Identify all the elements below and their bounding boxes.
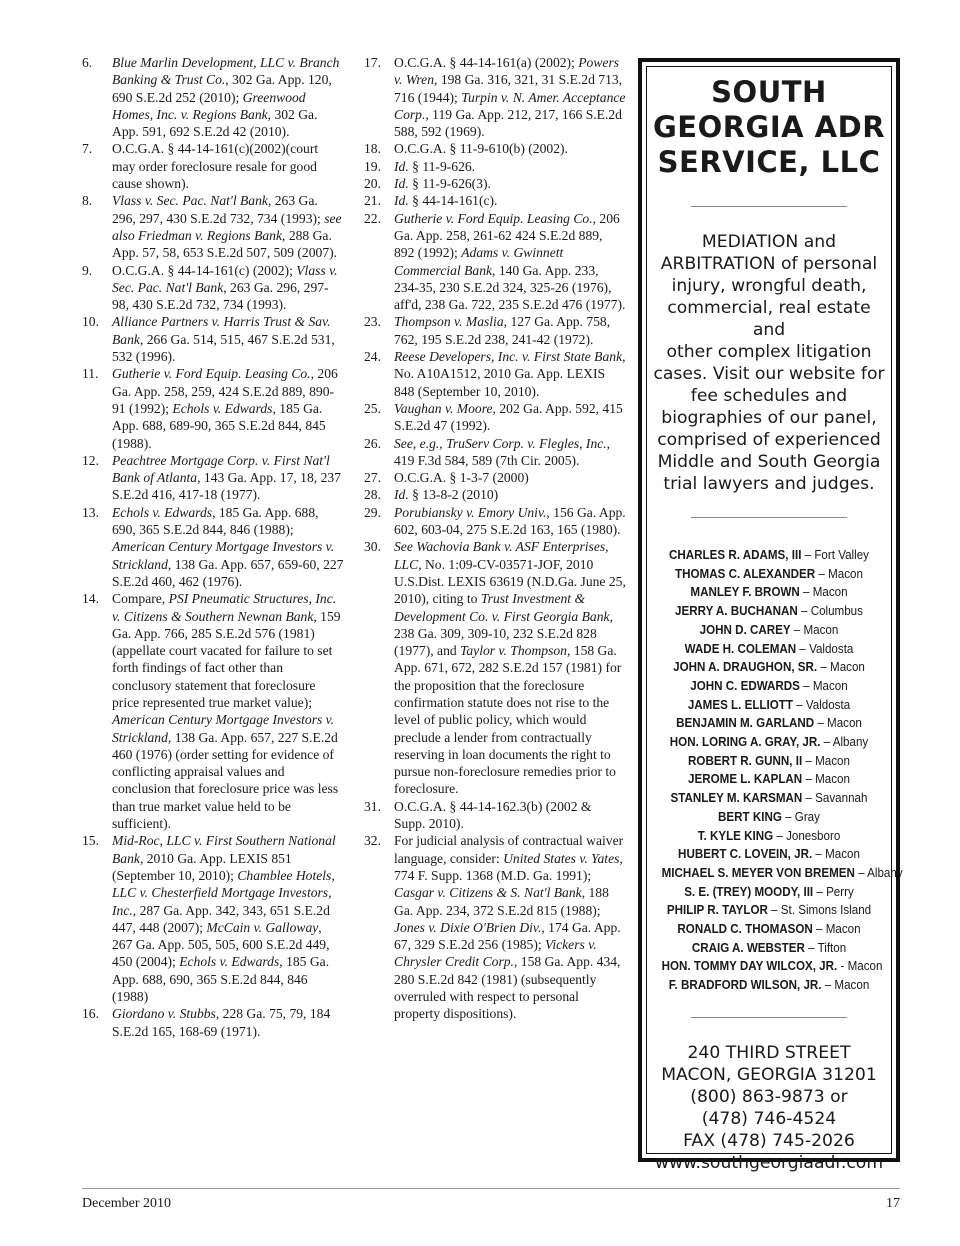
member-separator: – (773, 827, 787, 843)
footnote-number: 26. (364, 435, 381, 451)
case-citation: United States v. Yates (503, 850, 620, 866)
case-citation: Vlass v. Sec. Pac. Nat'l Bank (112, 193, 268, 209)
footnote-segment: , No. 1:09-CV-03571-JOF, 2010 U.S.Dist. LEXIS 63619 (N.D.Ga. June 25, 2010), citing to (394, 556, 626, 607)
footnote-number: 32. (364, 833, 381, 849)
footnote-segment: , 138 Ga. App. 657, 659-60, 227 S.E.2d 460, 462 (1976). (112, 556, 344, 589)
footnote-segment: , 127 Ga. App. 758, 762, 195 S.E.2d 238, 241-42 (1972). (394, 314, 611, 347)
footnote-text (394, 832, 626, 1022)
footnote-segment: For judicial analysis of contractual waiver language, consider: (394, 833, 624, 866)
case-citation: McCain v. Galloway (206, 919, 319, 935)
member-separator: – (797, 603, 811, 619)
footnote-segment: , 202 Ga. App. 592, 415 S.E.2d 47 (1992). (394, 400, 623, 434)
member-name: HUBERT C. LOVEIN, JR. (678, 846, 813, 862)
footnote-text (394, 175, 626, 192)
case-citation: Echols v. Edwards (179, 954, 280, 970)
ad-description-line: commercial, real estate and (667, 298, 871, 340)
ad-contact (647, 1042, 891, 1174)
panel-member (662, 883, 877, 902)
member-separator: – (802, 790, 816, 806)
footnote-text (112, 590, 344, 832)
advertisement-inner-border (646, 66, 903, 1173)
footnote-segment: , 302 Ga. App. 120, 690 S.E.2d 252 (2010); (112, 72, 332, 105)
panel-member (662, 752, 877, 771)
case-citation: Id. (394, 158, 409, 174)
panel-member (662, 621, 877, 640)
member-name: JOHN A. DRAUGHON, SR. (673, 659, 818, 675)
member-city: Columbus (810, 603, 863, 619)
footnote-number: 20. (364, 176, 381, 192)
case-citation: Thompson v. Maslia (394, 314, 504, 330)
footnote-number: 21. (364, 193, 381, 209)
member-city: Macon (812, 677, 848, 693)
footnote (82, 452, 344, 504)
case-citation: Vickers v. Chrysler Credit Corp. (394, 937, 597, 970)
panel-member (662, 976, 877, 995)
contact-address: 240 THIRD STREET (687, 1042, 851, 1063)
footnote-segment: , 188 Ga. App. 234, 372 S.E.2d 815 (1988); (394, 885, 609, 918)
case-citation: Gutherie v. Ford Equip. Leasing Co. (112, 366, 311, 382)
footnote (82, 262, 344, 314)
case-citation: Gutherie v. Ford Equip. Leasing Co. (394, 210, 593, 226)
ad-description-line: ARBITRATION of personal (660, 254, 878, 274)
ad-title (647, 75, 891, 180)
footnote-segment: , 140 Ga. App. 233, 234-35, 230 S.E.2d 324, 325-26 (1976), aff'd, 238 Ga. 722, 235 S.E.2d 476 (1977). (394, 262, 626, 313)
member-name: BENJAMIN M. GARLAND (676, 715, 815, 731)
footnote-text (112, 140, 344, 192)
member-city: Savannah (815, 790, 868, 806)
member-name: THOMAS C. ALEXANDER (675, 565, 816, 581)
member-city: Macon (812, 584, 848, 600)
member-city: Macon (827, 715, 862, 731)
footnotes-column-right (364, 54, 626, 1023)
footnote-text (112, 832, 344, 1005)
member-name: JOHN C. EDWARDS (690, 677, 800, 693)
footnote-segment: O.C.G.A. § 11-9-610(b) (2002). (394, 141, 568, 157)
footnote (82, 140, 344, 192)
member-city: Macon (825, 846, 860, 862)
panel-member (662, 901, 877, 920)
footnote (82, 54, 344, 140)
footnote-segment: , 2010 Ga. App. LEXIS 851 (September 10, 2010); (112, 850, 292, 883)
footnote-segment: , 198 Ga. 316, 321, 31 S.E.2d 713, 716 (1944); (394, 72, 623, 105)
contact-city: MACON, GEORGIA 31201 (661, 1064, 877, 1085)
member-name: JEROME L. KAPLAN (688, 771, 803, 787)
footnote-segment: , 419 F.3d 584, 589 (7th Cir. 2005). (394, 435, 611, 468)
footnote-number: 27. (364, 470, 381, 486)
member-name: CHARLES R. ADAMS, III (669, 547, 802, 562)
member-name: JOHN D. CAREY (699, 621, 791, 637)
footnote-number: 8. (82, 193, 93, 209)
member-name: BERT KING (718, 808, 782, 824)
member-city: Macon (815, 771, 850, 787)
footnote-number: 12. (82, 452, 99, 468)
member-city: Valdosta (809, 640, 854, 656)
ad-description (653, 231, 885, 495)
member-separator: – (792, 696, 806, 712)
member-name: CRAIG A. WEBSTER (691, 939, 805, 955)
footnote-segment: O.C.G.A. § 1-3-7 (2000) (394, 470, 529, 486)
footnote-text (112, 1005, 344, 1040)
member-name: JERRY A. BUCHANAN (675, 603, 798, 619)
ad-description-line: comprised of experienced (657, 430, 881, 450)
case-citation: Id. (394, 176, 409, 192)
footnote-number: 13. (82, 504, 99, 520)
panel-member (662, 658, 877, 677)
footnote-number: 17. (364, 55, 381, 70)
footnote (82, 313, 344, 365)
footnote-number: 10. (82, 314, 99, 330)
case-citation: Chamblee Hotels, LLC v. Chesterfield Mortgage Investors, Inc. (112, 867, 335, 918)
footnote-text (394, 798, 626, 833)
footnote (364, 504, 626, 539)
footnote-number: 24. (364, 349, 381, 365)
footnote-text (394, 210, 626, 314)
footnote-segment: O.C.G.A. § 44-14-161(a) (2002); (394, 55, 579, 70)
ad-title-line: GEORGIA ADR (652, 110, 886, 144)
footnote-segment: , No. A10A1512, 2010 Ga. App. LEXIS 848 (September 10, 2010). (394, 349, 626, 399)
footnote-segment: , 228 Ga. 75, 79, 184 S.E.2d 165, 168-69 (1971). (112, 1006, 331, 1039)
footnote-text (394, 486, 626, 503)
case-citation: Adams v. Gwinnett Commercial Bank (394, 245, 564, 278)
footnote-segment: , 774 F. Supp. 1368 (M.D. Ga. 1991); (394, 850, 623, 883)
member-separator: – (813, 883, 827, 899)
case-citation: Taylor v. Thompson (460, 643, 567, 659)
panel-member (661, 864, 903, 883)
footnote-segment: O.C.G.A. § 44-14-161(c) (2002); (112, 262, 297, 278)
ad-divider (691, 206, 847, 207)
footnote-segment: , 174 Ga. App. 67, 329 S.E.2d 256 (1985); (394, 919, 621, 953)
member-city: Fort Valley (814, 547, 869, 562)
case-citation: Alliance Partners v. Harris Trust & Sav. Bank (112, 314, 331, 347)
footnote-text (394, 140, 626, 157)
case-citation: Trust Investment & Development Co. v. First Georgia Bank (394, 591, 610, 624)
case-citation: Vaughan v. Moore (394, 400, 493, 416)
footnote (364, 158, 626, 175)
member-city: Perry (826, 883, 854, 899)
ad-title-line: SOUTH (711, 75, 827, 109)
panel-member (662, 677, 877, 696)
ad-divider (691, 1017, 847, 1018)
footnote-text (394, 435, 626, 470)
footnote-segment: § 13-8-2 (2010) (408, 487, 499, 503)
footnote-segment: , 302 Ga. App. 591, 692 S.E.2d 42 (2010). (112, 106, 318, 140)
member-name: MANLEY F. BROWN (690, 584, 800, 600)
footnote (82, 365, 344, 451)
case-citation: Echols v. Edwards (172, 400, 273, 416)
footnote (364, 469, 626, 486)
member-name: F. BRADFORD WILSON, JR. (668, 977, 822, 993)
footnote-number: 11. (82, 366, 99, 382)
footnote-number: 25. (364, 400, 381, 416)
case-citation: Id. (394, 193, 409, 209)
footnote-segment: , 288 Ga. App. 57, 58, 653 S.E.2d 507, 509 (2007). (112, 227, 338, 261)
contact-phone: (800) 863-9873 or (690, 1086, 848, 1107)
member-city: Macon (825, 921, 861, 937)
footnote-segment: , 206 Ga. App. 258, 259, 424 S.E.2d 889, 890-91 (1992); (112, 366, 338, 416)
member-city: Tifton (817, 939, 847, 955)
footnote-segment: , 159 Ga. App. 766, 285 S.E.2d 576 (1981) (appellate court vacated for failure to set forth findings of fact other than conclusory statement that foreclosure price represented true market value); (112, 608, 341, 710)
panel-member (662, 827, 877, 846)
case-citation: See Wachovia Bank v. ASF Enterprises, LLC (394, 539, 609, 572)
footnote-number: 14. (82, 591, 99, 607)
ad-description-line: biographies of our panel, (661, 408, 877, 428)
member-separator: – (820, 734, 833, 750)
footer-divider (82, 1188, 900, 1189)
member-separator: – (801, 547, 815, 562)
member-separator: – (814, 715, 828, 731)
footnote (364, 210, 626, 314)
member-separator: - (837, 958, 848, 974)
footnote-text (112, 192, 344, 261)
footnote-text (112, 313, 344, 365)
footnote-text (394, 313, 626, 348)
footnote (364, 486, 626, 503)
ad-description-line: other complex litigation (666, 342, 872, 362)
footnote (364, 54, 626, 140)
footnote-segment: , 143 Ga. App. 17, 18, 237 S.E.2d 416, 417-18 (1977). (112, 470, 341, 503)
case-citation: American Century Mortgage Investors v. Strickland (112, 539, 335, 572)
footnote (364, 798, 626, 833)
footnote-segment: , 156 Ga. App. 602, 603-04, 275 S.E.2d 163, 165 (1980). (394, 504, 626, 538)
panel-member (662, 845, 877, 864)
ad-description-line: injury, wrongful death, (671, 276, 867, 296)
case-citation: Id. (394, 487, 409, 503)
panel-member (662, 583, 877, 602)
footnote-segment: , 266 Ga. 514, 515, 467 S.E.2d 531, 532 (1996). (112, 331, 335, 365)
footnote (364, 832, 626, 1022)
footnote-number: 29. (364, 504, 381, 520)
footnote (364, 140, 626, 157)
member-city: Albany (832, 734, 869, 750)
member-separator: – (812, 846, 826, 862)
panel-member (661, 957, 883, 976)
member-separator: – (812, 921, 826, 937)
footnote-text (394, 538, 626, 797)
contact-website[interactable]: www.southgeorgiaadr.com (654, 1152, 884, 1173)
member-separator: – (804, 939, 818, 955)
member-name: WADE H. COLEMAN (684, 640, 797, 656)
member-separator: – (799, 584, 813, 600)
case-citation: Jones v. Dixie O'Brien Div. (394, 919, 542, 935)
footnote (82, 192, 344, 261)
member-name: HON. TOMMY DAY WILCOX, JR. (661, 958, 838, 974)
footnote-segment: O.C.G.A. § 44-14-162.3(b) (2002 & Supp. 2010). (394, 798, 592, 832)
footnote-text (112, 262, 344, 314)
member-name: PHILIP R. TAYLOR (666, 902, 768, 918)
member-name: ROBERT R. GUNN, II (688, 752, 803, 768)
case-citation: See, e.g., TruServ Corp. v. Flegles, Inc. (394, 435, 607, 451)
footnote-number: 16. (82, 1006, 99, 1022)
footnote-segment: Compare, (112, 591, 169, 607)
footnote-segment: , 185 Ga. App. 688, 690, 365 S.E.2d 844, 846 (1988) (112, 954, 330, 1005)
ad-description-line: cases. Visit our website for (653, 364, 885, 384)
member-separator: – (854, 864, 868, 880)
footnote (82, 590, 344, 832)
ad-divider (691, 517, 847, 518)
footnote (82, 1005, 344, 1040)
panel-member (662, 546, 877, 565)
footnote (364, 400, 626, 435)
member-name: S. E. (TREY) MOODY, III (684, 883, 814, 899)
case-citation: Turpin v. N. Amer. Acceptance Corp. (394, 89, 626, 122)
footnote-text (394, 400, 626, 435)
footnote-text (112, 452, 344, 504)
footnote-number: 9. (82, 262, 93, 278)
member-separator: – (817, 659, 831, 675)
footnote-number: 18. (364, 141, 381, 157)
footnote-segment: , 158 Ga. App. 671, 672, 282 S.E.2d 157 (1981) for the proposition that the foreclosure confirmation statute does not rise to the level of public policy, which would preclude a lender from contractually reserving in loan documents the right to pursue non-foreclosure remedies prior to foreclosure. (394, 643, 622, 797)
footnote-number: 31. (364, 798, 381, 814)
case-citation: American Century Mortgage Investors v. Strickland (112, 712, 335, 745)
member-city: Albany (867, 864, 903, 880)
member-city: Macon (803, 621, 839, 637)
panel-member (662, 920, 877, 939)
footnote-number: 22. (364, 210, 381, 226)
footnote-segment: , 138 Ga. App. 657, 227 S.E.2d 460 (1976) (order setting for evidence of conflicting appraisal values and conclusion that foreclosure price was less than true market value held to be sufficient). (112, 729, 339, 832)
case-citation: Greenwood Homes, Inc. v. Regions Bank (112, 89, 306, 122)
panel-member-list (661, 546, 903, 995)
member-city: Macon (834, 977, 870, 993)
case-citation: see also Friedman v. Regions Bank (112, 210, 342, 243)
footnote-segment: , 119 Ga. App. 212, 217, 166 S.E.2d 588, 592 (1969). (394, 106, 622, 140)
member-separator: – (802, 771, 816, 787)
case-citation: Porubiansky v. Emory Univ. (394, 504, 547, 520)
panel-member (662, 789, 877, 808)
member-separator: – (815, 565, 829, 581)
member-separator: – (802, 752, 816, 768)
footnote-text (394, 54, 626, 140)
member-city: Macon (815, 752, 850, 768)
ad-description-line: fee schedules and (690, 386, 848, 406)
panel-member (662, 640, 877, 659)
footnote-segment: , 158 Ga. App. 434, 280 S.E.2d 842 (1981) (subsequently overruled with respect to personal property dispositions). (394, 954, 621, 1022)
case-citation: Powers v. Wren (394, 55, 620, 88)
footnote (364, 348, 626, 400)
footnote (364, 175, 626, 192)
ad-title-line: SERVICE, LLC (657, 145, 881, 179)
panel-member (662, 770, 877, 789)
case-citation: Reese Developers, Inc. v. First State Bank (394, 349, 623, 365)
page-number: 17 (886, 1196, 900, 1211)
footnote-text (394, 348, 626, 400)
footnote-segment: , 263 Ga. 296, 297, 430 S.E.2d 732, 734 (1993); (112, 193, 325, 226)
case-citation: Casgar v. Citizens & S. Nat'l Bank (394, 885, 582, 901)
case-citation: PSI Pneumatic Structures, Inc. v. Citizens & Southern Newnan Bank (112, 591, 337, 624)
footnote-number: 19. (364, 158, 381, 174)
footnote-segment: , 185 Ga. App. 688, 689-90, 365 S.E.2d 844, 845 (1988). (112, 400, 326, 451)
member-name: RONALD C. THOMASON (677, 921, 813, 937)
case-citation: Mid-Roc, LLC v. First Southern National Bank (112, 833, 336, 866)
footnote-segment: O.C.G.A. § 44-14-161(c)(2002)(court may order foreclosure resale for good cause shown). (112, 141, 319, 192)
advertisement-box (638, 58, 903, 1173)
footnote-segment: , 287 Ga. App. 342, 343, 651 S.E.2d 447, 448 (2007); (112, 902, 330, 935)
member-separator: – (767, 902, 781, 918)
footnote-segment: , 206 Ga. App. 258, 261-62 424 S.E.2d 889, 892 (1992); (394, 210, 620, 261)
footnote (82, 832, 344, 1005)
member-name: HON. LORING A. GRAY, JR. (669, 734, 821, 750)
footnote-text (112, 504, 344, 590)
footnote-text (394, 192, 626, 209)
member-name: T. KYLE KING (697, 827, 774, 843)
member-separator: – (821, 977, 835, 993)
case-citation: Giordano v. Stubbs (112, 1006, 216, 1022)
footnote-number: 6. (82, 55, 93, 70)
footnote-number: 7. (82, 141, 93, 157)
member-separator: – (790, 621, 804, 637)
panel-member (662, 733, 877, 752)
panel-member (662, 714, 877, 733)
footnote-segment: § 44-14-161(c). (408, 193, 498, 209)
member-separator: – (796, 640, 810, 656)
ad-description-line: MEDIATION and (701, 232, 837, 252)
contact-fax: FAX (478) 745-2026 (683, 1130, 855, 1151)
panel-member (662, 696, 877, 715)
case-citation: Vlass v. Sec. Pac. Nat'l Bank (112, 262, 338, 295)
member-city: Jonesboro (786, 827, 841, 843)
footnote-number: 15. (82, 833, 99, 849)
footnote-text (394, 158, 626, 175)
case-citation: Blue Marlin Development, LLC v. Branch Banking & Trust Co. (112, 55, 340, 88)
footnote (364, 435, 626, 470)
member-name: MICHAEL S. MEYER VON BREMEN (661, 864, 855, 880)
footnote-segment: , 238 Ga. 309, 309-10, 232 S.E.2d 828 (1977), and (394, 608, 613, 659)
footnote (364, 313, 626, 348)
member-name: STANLEY M. KARSMAN (670, 790, 803, 806)
footnote-segment: , 185 Ga. App. 688, 690, 365 S.E.2d 844, 846 (1988); (112, 504, 319, 538)
footnote-segment: § 11-9-626. (408, 158, 476, 174)
footnote-text (112, 54, 344, 140)
contact-phone-alt: (478) 746-4524 (701, 1108, 837, 1129)
footnote-number: 28. (364, 487, 381, 503)
panel-member (662, 602, 877, 621)
ad-description-line: trial lawyers and judges. (663, 474, 875, 494)
footnote (364, 538, 626, 797)
member-separator: – (799, 677, 813, 693)
footnote-text (394, 504, 626, 539)
footnotes-column-left (82, 54, 344, 1040)
panel-member (662, 808, 877, 827)
footnote-segment: § 11-9-626(3). (408, 176, 491, 192)
member-city: Gray (794, 808, 820, 824)
case-citation: Peachtree Mortgage Corp. v. First Nat'l Bank of Atlanta (112, 452, 330, 486)
footnote-number: 30. (364, 539, 381, 555)
footnote (364, 192, 626, 209)
member-name: JAMES L. ELLIOTT (687, 696, 793, 712)
panel-member (662, 565, 877, 584)
ad-description-line: Middle and South Georgia (657, 452, 881, 472)
footnote-text (112, 365, 344, 451)
footer-date: December 2010 (82, 1196, 172, 1211)
footnote-number: 23. (364, 314, 381, 330)
footnote (82, 504, 344, 590)
panel-member (662, 939, 877, 958)
member-city: Macon (830, 659, 865, 675)
member-city: Macon (828, 565, 863, 581)
member-city: St. Simons Island (780, 902, 872, 918)
footnote-text (394, 469, 626, 486)
footnote-segment: , 263 Ga. 296, 297-98, 430 S.E.2d 732, 734 (1993). (112, 279, 329, 313)
member-separator: – (781, 808, 795, 824)
footnote-segment: , 267 Ga. App. 505, 505, 600 S.E.2d 449, 450 (2004); (112, 919, 330, 970)
case-citation: Echols v. Edwards (112, 504, 213, 520)
member-city: Valdosta (805, 696, 851, 712)
member-city: Macon (847, 958, 883, 974)
